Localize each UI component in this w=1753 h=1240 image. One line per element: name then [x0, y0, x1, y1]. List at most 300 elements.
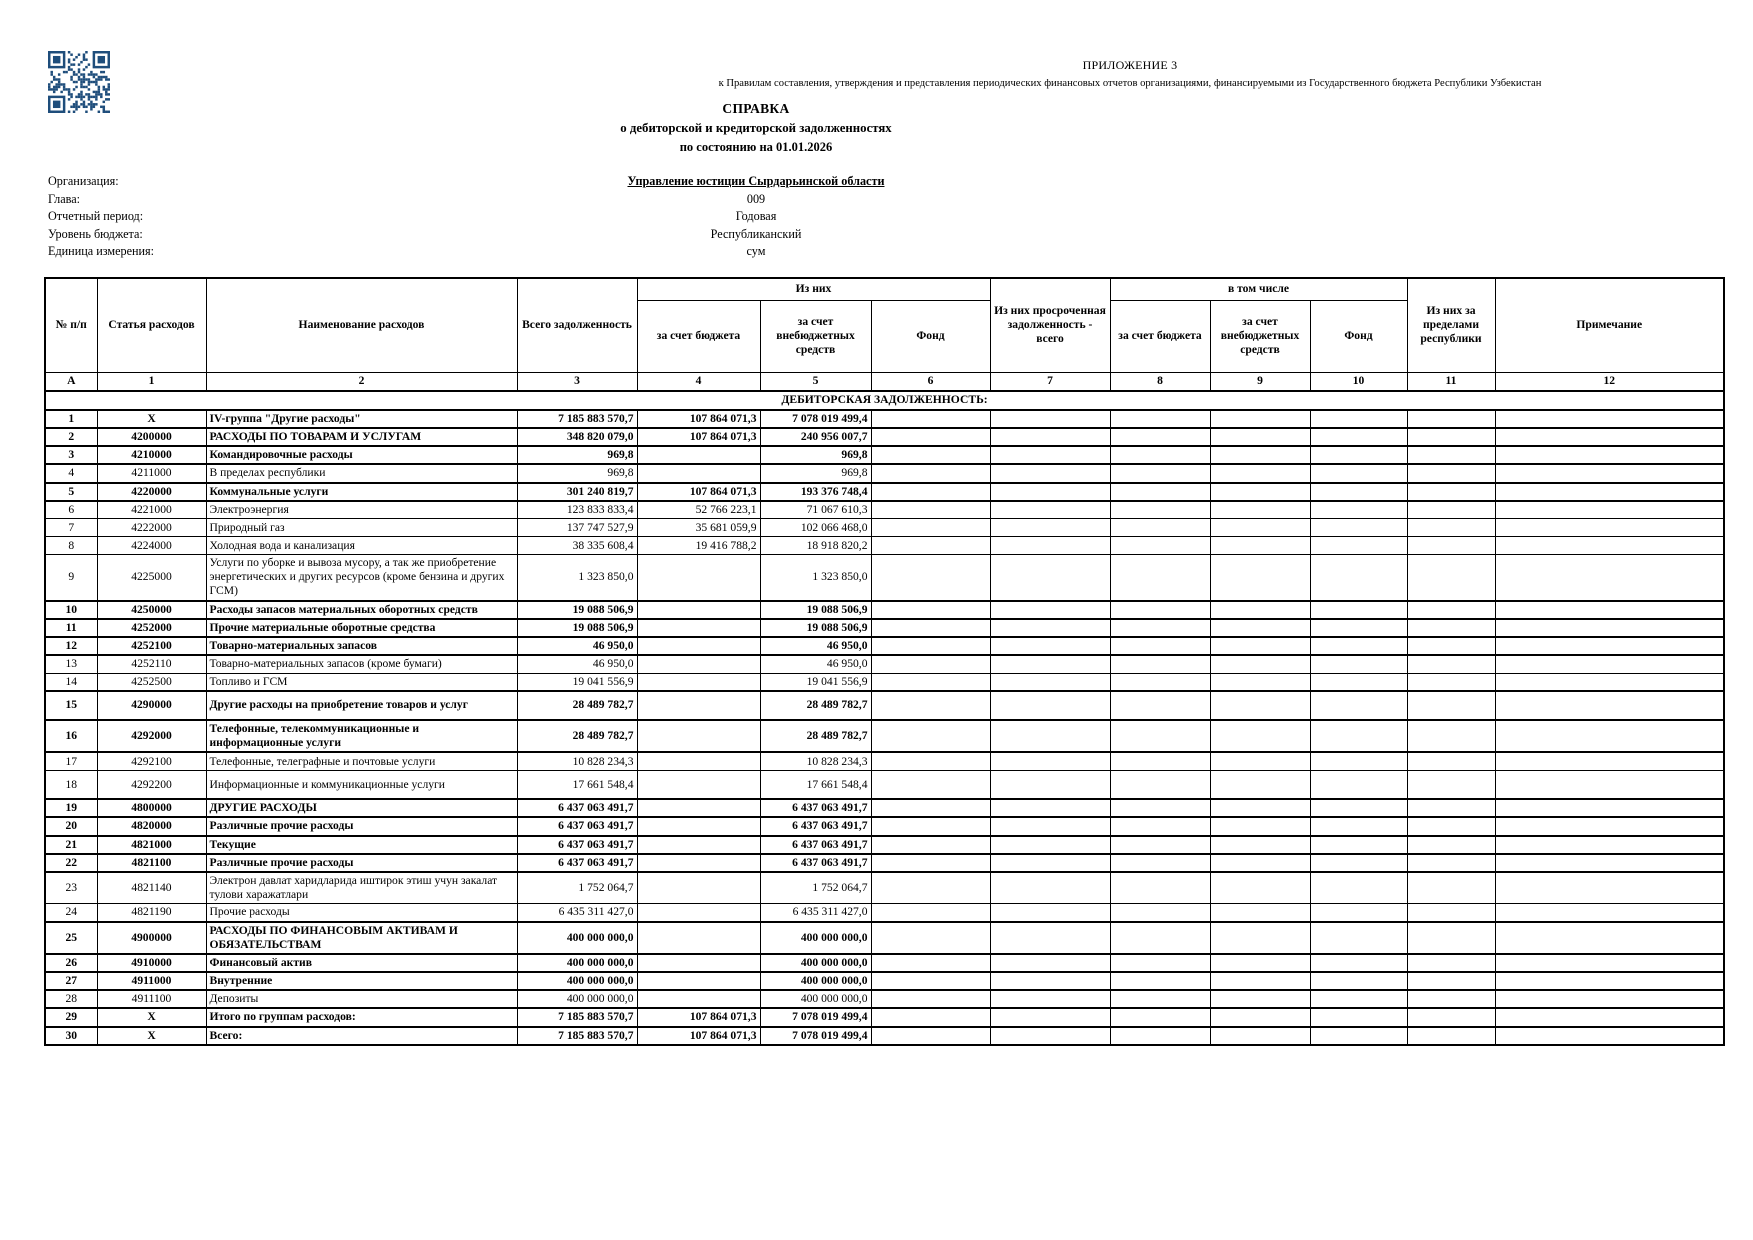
cell-budget-funds — [637, 922, 760, 954]
cell-budget-funds — [637, 720, 760, 752]
cell-overdue-fund — [1310, 655, 1407, 673]
column-number-cell: 11 — [1407, 372, 1495, 391]
cell-overdue-fund — [1310, 904, 1407, 922]
cell-overdue-budget — [1110, 1027, 1210, 1045]
cell-extrabudget-funds: 46 950,0 — [760, 655, 871, 673]
cell-total-debt: 6 437 063 491,7 — [517, 854, 637, 872]
cell-overdue-total — [990, 637, 1110, 655]
cell-overdue-total — [990, 872, 1110, 904]
cell-total-debt: 6 435 311 427,0 — [517, 904, 637, 922]
cell-note — [1495, 601, 1724, 619]
table-row — [45, 410, 1724, 428]
cell-note — [1495, 464, 1724, 482]
cell-row-number: 27 — [45, 972, 97, 990]
cell-expense-code: 4800000 — [97, 799, 206, 817]
document-subtitle: о дебиторской и кредиторской задолженностях — [620, 121, 892, 135]
cell-note — [1495, 954, 1724, 972]
cell-note — [1495, 1027, 1724, 1045]
cell-fund — [871, 752, 990, 770]
cell-fund — [871, 799, 990, 817]
cell-fund — [871, 428, 990, 446]
org-info-value: сум — [746, 244, 766, 258]
cell-expense-name: В пределах республики — [206, 464, 517, 482]
table-row — [45, 691, 1724, 720]
cell-expense-name: Командировочные расходы — [206, 446, 517, 464]
cell-fund — [871, 483, 990, 501]
cell-expense-name: Информационные и коммуникационные услуги — [206, 770, 517, 799]
cell-extrabudget-funds: 6 435 311 427,0 — [760, 904, 871, 922]
cell-fund — [871, 904, 990, 922]
cell-expense-code: X — [97, 1008, 206, 1026]
cell-overdue-budget — [1110, 904, 1210, 922]
cell-fund — [871, 720, 990, 752]
org-info-row — [44, 174, 1468, 192]
table-row — [45, 854, 1724, 872]
col-header-extrabudget: за счет внебюджетных средств — [760, 300, 871, 372]
cell-note — [1495, 872, 1724, 904]
cell-overdue-extrabudget — [1210, 872, 1310, 904]
cell-overdue-total — [990, 555, 1110, 601]
cell-expense-name: Различные прочие расходы — [206, 817, 517, 835]
cell-budget-funds — [637, 655, 760, 673]
cell-outside-republic — [1407, 872, 1495, 904]
cell-overdue-total — [990, 519, 1110, 537]
cell-row-number: 1 — [45, 410, 97, 428]
cell-budget-funds: 107 864 071,3 — [637, 1027, 760, 1045]
cell-overdue-budget — [1110, 691, 1210, 720]
cell-note — [1495, 655, 1724, 673]
cell-budget-funds — [637, 954, 760, 972]
cell-expense-name: ДРУГИЕ РАСХОДЫ — [206, 799, 517, 817]
cell-outside-republic — [1407, 836, 1495, 854]
cell-overdue-fund — [1310, 990, 1407, 1008]
cell-overdue-budget — [1110, 655, 1210, 673]
cell-row-number: 13 — [45, 655, 97, 673]
column-number-cell: 3 — [517, 372, 637, 391]
cell-overdue-extrabudget — [1210, 990, 1310, 1008]
cell-total-debt: 301 240 819,7 — [517, 483, 637, 501]
cell-outside-republic — [1407, 720, 1495, 752]
cell-overdue-budget — [1110, 464, 1210, 482]
cell-fund — [871, 691, 990, 720]
cell-outside-republic — [1407, 501, 1495, 519]
cell-expense-name: Всего: — [206, 1027, 517, 1045]
cell-overdue-total — [990, 1008, 1110, 1026]
cell-expense-code: 4911000 — [97, 972, 206, 990]
cell-outside-republic — [1407, 428, 1495, 446]
cell-extrabudget-funds: 19 041 556,9 — [760, 673, 871, 691]
cell-outside-republic — [1407, 990, 1495, 1008]
org-info-label: Единица измерения: — [48, 244, 155, 258]
cell-note — [1495, 990, 1724, 1008]
cell-note — [1495, 922, 1724, 954]
cell-row-number: 8 — [45, 537, 97, 555]
cell-overdue-extrabudget — [1210, 446, 1310, 464]
cell-outside-republic — [1407, 655, 1495, 673]
cell-overdue-total — [990, 483, 1110, 501]
cell-overdue-fund — [1310, 555, 1407, 601]
cell-note — [1495, 428, 1724, 446]
cell-overdue-fund — [1310, 410, 1407, 428]
cell-overdue-extrabudget — [1210, 619, 1310, 637]
table-row — [45, 954, 1724, 972]
cell-row-number: 9 — [45, 555, 97, 601]
cell-expense-code: X — [97, 410, 206, 428]
cell-overdue-budget — [1110, 673, 1210, 691]
cell-budget-funds — [637, 836, 760, 854]
cell-expense-name: Электрон давлат харидларида иштирок этиш учун закалат тулови харажатлари — [206, 872, 517, 904]
table-row — [45, 770, 1724, 799]
cell-outside-republic — [1407, 537, 1495, 555]
table-row — [45, 673, 1724, 691]
table-row — [45, 817, 1724, 835]
cell-fund — [871, 673, 990, 691]
cell-budget-funds: 107 864 071,3 — [637, 410, 760, 428]
cell-row-number: 2 — [45, 428, 97, 446]
cell-row-number: 14 — [45, 673, 97, 691]
cell-row-number: 16 — [45, 720, 97, 752]
cell-extrabudget-funds: 102 066 468,0 — [760, 519, 871, 537]
cell-row-number: 24 — [45, 904, 97, 922]
cell-row-number: 25 — [45, 922, 97, 954]
cell-expense-name: Другие расходы на приобретение товаров и услуг — [206, 691, 517, 720]
cell-expense-name: Электроэнергия — [206, 501, 517, 519]
cell-overdue-fund — [1310, 817, 1407, 835]
cell-total-debt: 400 000 000,0 — [517, 922, 637, 954]
cell-fund — [871, 555, 990, 601]
cell-overdue-total — [990, 410, 1110, 428]
cell-overdue-extrabudget — [1210, 464, 1310, 482]
org-info-label: Отчетный период: — [48, 209, 144, 223]
cell-budget-funds: 107 864 071,3 — [637, 1008, 760, 1026]
cell-overdue-total — [990, 854, 1110, 872]
cell-expense-code: 4211000 — [97, 464, 206, 482]
table-row — [45, 1008, 1724, 1026]
cell-extrabudget-funds: 400 000 000,0 — [760, 954, 871, 972]
cell-overdue-budget — [1110, 501, 1210, 519]
cell-overdue-total — [990, 428, 1110, 446]
cell-expense-code: 4292100 — [97, 752, 206, 770]
cell-row-number: 21 — [45, 836, 97, 854]
cell-budget-funds — [637, 799, 760, 817]
table-row — [45, 464, 1724, 482]
cell-budget-funds — [637, 555, 760, 601]
cell-expense-code: 4210000 — [97, 446, 206, 464]
cell-note — [1495, 972, 1724, 990]
cell-expense-code: 4910000 — [97, 954, 206, 972]
col-header-including: в том числе — [1110, 278, 1407, 300]
table-row — [45, 446, 1724, 464]
table-row — [45, 601, 1724, 619]
org-info-value: Управление юстиции Сырдарьинской области — [627, 174, 885, 188]
cell-total-debt: 969,8 — [517, 464, 637, 482]
cell-outside-republic — [1407, 972, 1495, 990]
cell-overdue-fund — [1310, 501, 1407, 519]
table-row — [45, 799, 1724, 817]
cell-expense-name: Телефонные, телеграфные и почтовые услуги — [206, 752, 517, 770]
cell-total-debt: 19 041 556,9 — [517, 673, 637, 691]
cell-expense-name: Товарно-материальных запасов — [206, 637, 517, 655]
column-number-cell: 5 — [760, 372, 871, 391]
cell-total-debt: 400 000 000,0 — [517, 990, 637, 1008]
cell-note — [1495, 752, 1724, 770]
cell-expense-code: 4821000 — [97, 836, 206, 854]
cell-fund — [871, 1008, 990, 1026]
cell-overdue-fund — [1310, 691, 1407, 720]
col-header-fund: Фонд — [871, 300, 990, 372]
cell-overdue-extrabudget — [1210, 555, 1310, 601]
cell-overdue-fund — [1310, 1008, 1407, 1026]
table-header — [45, 278, 1724, 372]
cell-outside-republic — [1407, 954, 1495, 972]
cell-overdue-extrabudget — [1210, 770, 1310, 799]
cell-expense-code: 4222000 — [97, 519, 206, 537]
cell-overdue-budget — [1110, 872, 1210, 904]
cell-expense-code: 4250000 — [97, 601, 206, 619]
cell-fund — [871, 990, 990, 1008]
cell-total-debt: 6 437 063 491,7 — [517, 799, 637, 817]
cell-overdue-extrabudget — [1210, 673, 1310, 691]
cell-extrabudget-funds: 193 376 748,4 — [760, 483, 871, 501]
table-row — [45, 872, 1724, 904]
cell-note — [1495, 770, 1724, 799]
cell-row-number: 6 — [45, 501, 97, 519]
column-number-cell: 4 — [637, 372, 760, 391]
cell-expense-name: Услуги по уборке и вывоза мусору, а так же приобретение энергетических и других ресурсов (кроме бензина и других ГСМ) — [206, 555, 517, 601]
cell-outside-republic — [1407, 601, 1495, 619]
cell-expense-name: Расходы запасов материальных оборотных средств — [206, 601, 517, 619]
cell-overdue-total — [990, 836, 1110, 854]
cell-overdue-fund — [1310, 854, 1407, 872]
cell-overdue-total — [990, 972, 1110, 990]
cell-overdue-fund — [1310, 770, 1407, 799]
cell-row-number: 22 — [45, 854, 97, 872]
cell-overdue-budget — [1110, 601, 1210, 619]
cell-note — [1495, 619, 1724, 637]
cell-expense-code: 4292200 — [97, 770, 206, 799]
cell-overdue-fund — [1310, 752, 1407, 770]
cell-overdue-extrabudget — [1210, 954, 1310, 972]
table-row — [45, 990, 1724, 1008]
cell-row-number: 12 — [45, 637, 97, 655]
cell-row-number: 10 — [45, 601, 97, 619]
cell-extrabudget-funds: 18 918 820,2 — [760, 537, 871, 555]
cell-overdue-total — [990, 601, 1110, 619]
cell-extrabudget-funds: 6 437 063 491,7 — [760, 836, 871, 854]
cell-extrabudget-funds: 7 078 019 499,4 — [760, 1008, 871, 1026]
cell-note — [1495, 673, 1724, 691]
cell-fund — [871, 872, 990, 904]
col-header-outside: Из них за пределами республики — [1407, 278, 1495, 372]
org-info-value: 009 — [746, 191, 766, 206]
cell-budget-funds — [637, 464, 760, 482]
column-number-cell: А — [45, 372, 97, 391]
cell-expense-code: 4221000 — [97, 501, 206, 519]
cell-overdue-budget — [1110, 1008, 1210, 1026]
cell-budget-funds — [637, 446, 760, 464]
section-title: ДЕБИТОРСКАЯ ЗАДОЛЖЕННОСТЬ: — [45, 391, 1724, 410]
cell-total-debt: 19 088 506,9 — [517, 601, 637, 619]
cell-note — [1495, 483, 1724, 501]
cell-expense-name: Топливо и ГСМ — [206, 673, 517, 691]
cell-overdue-total — [990, 752, 1110, 770]
cell-overdue-extrabudget — [1210, 519, 1310, 537]
cell-expense-code: 4820000 — [97, 817, 206, 835]
cell-outside-republic — [1407, 1027, 1495, 1045]
cell-overdue-budget — [1110, 990, 1210, 1008]
cell-overdue-fund — [1310, 537, 1407, 555]
cell-expense-name: Внутренние — [206, 972, 517, 990]
cell-extrabudget-funds: 28 489 782,7 — [760, 691, 871, 720]
cell-overdue-total — [990, 501, 1110, 519]
cell-outside-republic — [1407, 904, 1495, 922]
cell-total-debt: 400 000 000,0 — [517, 954, 637, 972]
col-header-extrabudget2: за счет внебюджетных средств — [1210, 300, 1310, 372]
cell-overdue-total — [990, 720, 1110, 752]
column-number-cell: 2 — [206, 372, 517, 391]
cell-expense-name: Итого по группам расходов: — [206, 1008, 517, 1026]
cell-note — [1495, 1008, 1724, 1026]
cell-overdue-fund — [1310, 428, 1407, 446]
cell-fund — [871, 446, 990, 464]
cell-overdue-extrabudget — [1210, 1027, 1310, 1045]
cell-outside-republic — [1407, 483, 1495, 501]
cell-outside-republic — [1407, 1008, 1495, 1026]
cell-overdue-total — [990, 817, 1110, 835]
cell-overdue-fund — [1310, 972, 1407, 990]
table-row — [45, 637, 1724, 655]
cell-overdue-extrabudget — [1210, 410, 1310, 428]
org-info-block — [44, 174, 1468, 262]
cell-row-number: 23 — [45, 872, 97, 904]
cell-total-debt: 6 437 063 491,7 — [517, 817, 637, 835]
cell-budget-funds — [637, 817, 760, 835]
col-header-budget: за счет бюджета — [637, 300, 760, 372]
cell-row-number: 20 — [45, 817, 97, 835]
cell-overdue-budget — [1110, 555, 1210, 601]
table-row — [45, 972, 1724, 990]
cell-overdue-fund — [1310, 1027, 1407, 1045]
org-info-row — [44, 244, 1468, 262]
cell-note — [1495, 817, 1724, 835]
cell-extrabudget-funds: 7 078 019 499,4 — [760, 1027, 871, 1045]
cell-fund — [871, 601, 990, 619]
cell-overdue-total — [990, 990, 1110, 1008]
cell-outside-republic — [1407, 673, 1495, 691]
cell-row-number: 7 — [45, 519, 97, 537]
cell-note — [1495, 519, 1724, 537]
cell-overdue-extrabudget — [1210, 537, 1310, 555]
cell-outside-republic — [1407, 637, 1495, 655]
cell-overdue-total — [990, 904, 1110, 922]
cell-row-number: 15 — [45, 691, 97, 720]
cell-expense-name: РАСХОДЫ ПО ТОВАРАМ И УСЛУГАМ — [206, 428, 517, 446]
cell-outside-republic — [1407, 555, 1495, 601]
cell-note — [1495, 410, 1724, 428]
report-date: по состоянию на 01.01.2026 — [679, 140, 833, 154]
cell-row-number: 19 — [45, 799, 97, 817]
cell-overdue-fund — [1310, 601, 1407, 619]
org-info-value: Республиканский — [710, 226, 802, 241]
org-info-row — [44, 192, 1468, 210]
cell-expense-code: 4900000 — [97, 922, 206, 954]
document-titles — [44, 101, 1468, 155]
col-header-overdue: Из них просроченная задолженность - всего — [990, 278, 1110, 372]
column-number-cell: 1 — [97, 372, 206, 391]
cell-overdue-fund — [1310, 464, 1407, 482]
cell-expense-code: 4821140 — [97, 872, 206, 904]
cell-overdue-budget — [1110, 799, 1210, 817]
cell-overdue-extrabudget — [1210, 655, 1310, 673]
column-number-cell: 8 — [1110, 372, 1210, 391]
cell-budget-funds: 107 864 071,3 — [637, 483, 760, 501]
cell-overdue-total — [990, 954, 1110, 972]
cell-total-debt: 46 950,0 — [517, 637, 637, 655]
cell-expense-code: 4200000 — [97, 428, 206, 446]
cell-overdue-extrabudget — [1210, 904, 1310, 922]
table-row — [45, 501, 1724, 519]
cell-total-debt: 123 833 833,4 — [517, 501, 637, 519]
cell-budget-funds — [637, 691, 760, 720]
cell-fund — [871, 770, 990, 799]
cell-expense-code: 4252500 — [97, 673, 206, 691]
cell-note — [1495, 854, 1724, 872]
cell-extrabudget-funds: 1 752 064,7 — [760, 872, 871, 904]
cell-budget-funds — [637, 637, 760, 655]
cell-total-debt: 400 000 000,0 — [517, 972, 637, 990]
cell-extrabudget-funds: 400 000 000,0 — [760, 990, 871, 1008]
cell-outside-republic — [1407, 854, 1495, 872]
cell-expense-name: Товарно-материальных запасов (кроме бумаги) — [206, 655, 517, 673]
cell-extrabudget-funds: 1 323 850,0 — [760, 555, 871, 601]
cell-expense-name: Коммунальные услуги — [206, 483, 517, 501]
cell-overdue-extrabudget — [1210, 601, 1310, 619]
cell-extrabudget-funds: 6 437 063 491,7 — [760, 854, 871, 872]
cell-note — [1495, 836, 1724, 854]
col-header-fund2: Фонд — [1310, 300, 1407, 372]
cell-expense-name: Холодная вода и канализация — [206, 537, 517, 555]
cell-outside-republic — [1407, 410, 1495, 428]
cell-overdue-total — [990, 619, 1110, 637]
cell-budget-funds — [637, 601, 760, 619]
cell-overdue-fund — [1310, 872, 1407, 904]
cell-extrabudget-funds: 19 088 506,9 — [760, 619, 871, 637]
cell-overdue-total — [990, 655, 1110, 673]
col-header-total: Всего задолженность — [517, 278, 637, 372]
cell-overdue-fund — [1310, 673, 1407, 691]
cell-overdue-extrabudget — [1210, 483, 1310, 501]
table-row — [45, 836, 1724, 854]
cell-fund — [871, 464, 990, 482]
cell-outside-republic — [1407, 770, 1495, 799]
cell-budget-funds — [637, 673, 760, 691]
cell-overdue-budget — [1110, 752, 1210, 770]
cell-overdue-budget — [1110, 954, 1210, 972]
cell-row-number: 17 — [45, 752, 97, 770]
cell-expense-name: IV-группа "Другие расходы" — [206, 410, 517, 428]
cell-overdue-total — [990, 1027, 1110, 1045]
cell-outside-republic — [1407, 922, 1495, 954]
cell-overdue-budget — [1110, 836, 1210, 854]
table-body — [45, 410, 1724, 1045]
cell-overdue-total — [990, 537, 1110, 555]
cell-total-debt: 348 820 079,0 — [517, 428, 637, 446]
cell-row-number: 18 — [45, 770, 97, 799]
table-row — [45, 555, 1724, 601]
cell-total-debt: 137 747 527,9 — [517, 519, 637, 537]
cell-fund — [871, 655, 990, 673]
table-row — [45, 619, 1724, 637]
